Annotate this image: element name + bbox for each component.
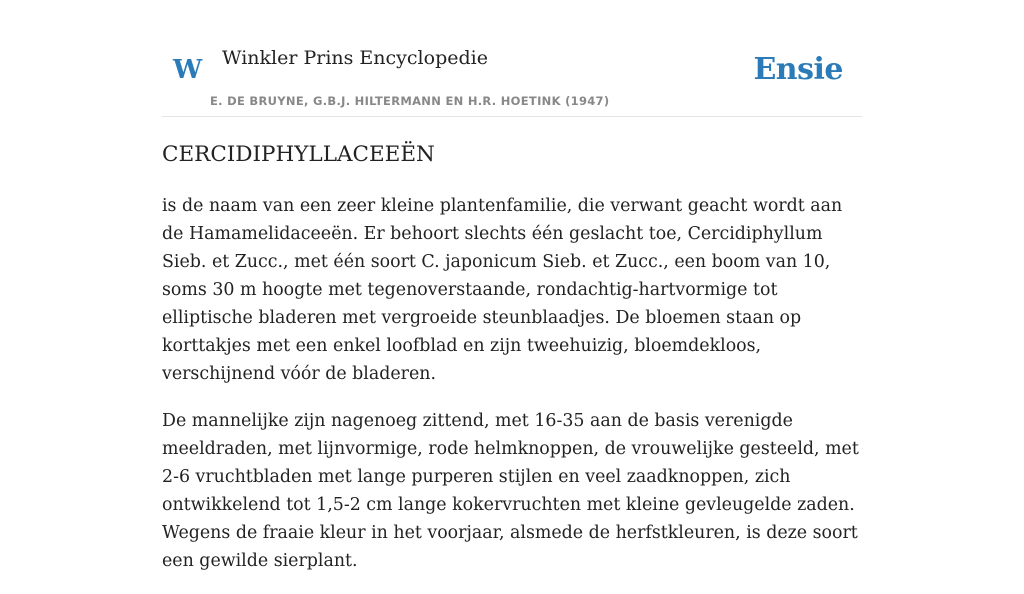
site-header (162, 36, 862, 117)
publication-logo[interactable]: W (173, 55, 203, 85)
publication-authors: E. DE BRUYNE, G.B.J. HILTERMANN EN H.R. HOETINK (1947) (210, 94, 610, 108)
entry-body (162, 192, 864, 594)
brand-logo[interactable]: Ensie (753, 52, 843, 87)
entry-paragraph: De mannelijke zijn nagenoeg zittend, met 16-35 aan de basis verenigde meeldraden, met lijnvormige, rode helmknoppen, de vrouwelijke gesteeld, met 2-6 vruchtbladen met lange purperen stijlen en veel zaadknoppen, zich ontwikkelend tot 1,5-2 cm lange kokervruchten met kleine gevleugelde zaden. Wegens de fraaie kleur in het voorjaar, alsmede de herfstkleuren, is deze soort een gewilde sierplant. (162, 411, 859, 571)
publication-title[interactable]: Winkler Prins Encyclopedie (222, 47, 488, 69)
entry-paragraph: is de naam van een zeer kleine plantenfamilie, die verwant geacht wordt aan de Hamamelidaceeën. Er behoort slechts één geslacht toe, Cercidiphyllum Sieb. et Zucc., met één soort C. japonicum Sieb. et Zucc., een boom van 10, soms 30 m hoogte met tegenoverstaande, rondachtig-hartvormige tot elliptische bladeren met vergroeide steunblaadjes. De bloemen staan op korttakjes met een enkel loofblad en zijn tweehuizig, bloemdekloos, verschijnend vóór de bladeren. (162, 196, 843, 384)
entry-title: CERCIDIPHYLLACEEËN (162, 142, 435, 167)
